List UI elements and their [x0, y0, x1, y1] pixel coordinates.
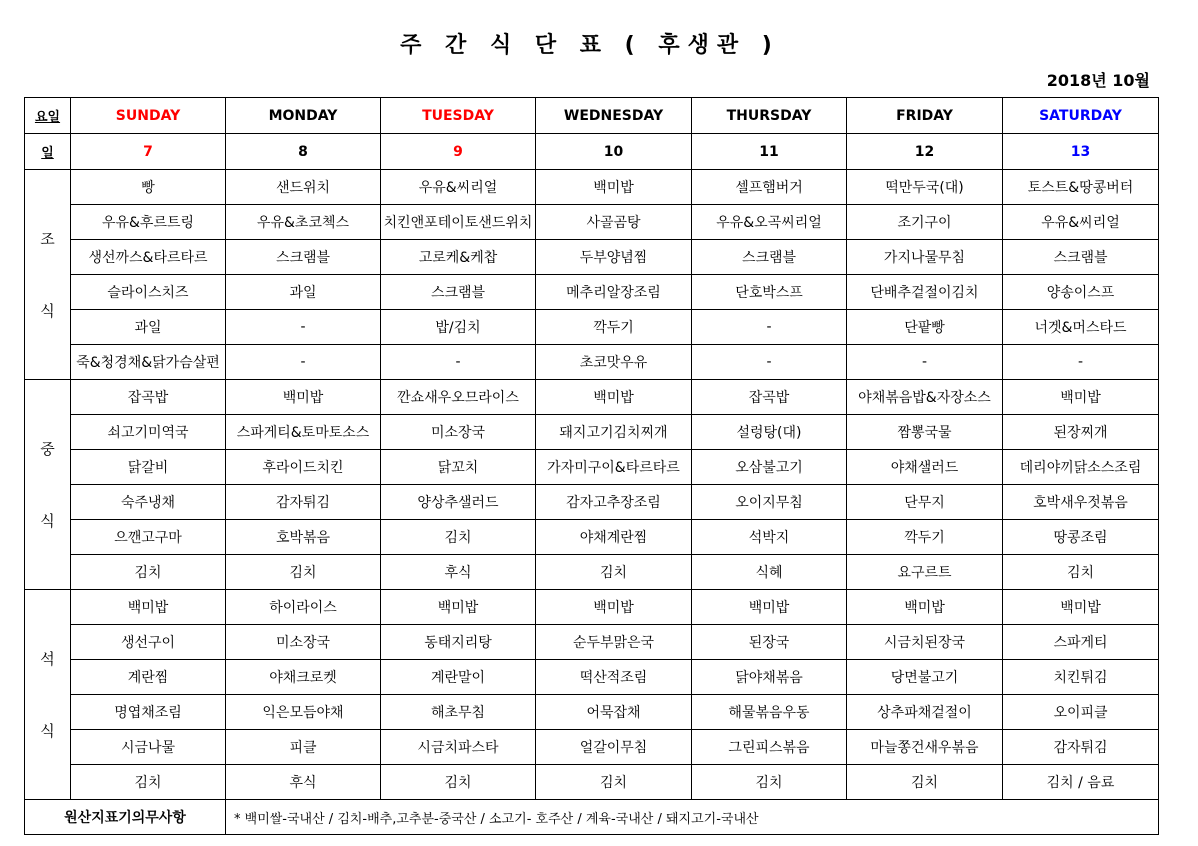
menu-item: 깍두기: [847, 520, 1003, 555]
menu-item: 감자고추장조림: [536, 485, 692, 520]
menu-item: 생선구이: [71, 625, 226, 660]
menu-item: 순두부맑은국: [536, 625, 692, 660]
menu-item: 우유&씨리얼: [1003, 205, 1159, 240]
menu-item: -: [381, 345, 536, 380]
menu-item: -: [692, 310, 847, 345]
menu-item: 숙주냉채: [71, 485, 226, 520]
menu-item: 야채계란찜: [536, 520, 692, 555]
menu-item: 셀프햄버거: [692, 170, 847, 205]
menu-item: 명엽채조림: [71, 695, 226, 730]
menu-item: 감자튀김: [1003, 730, 1159, 765]
menu-item: 시금치된장국: [847, 625, 1003, 660]
menu-item: 과일: [226, 275, 381, 310]
lunch-row: [25, 485, 1159, 520]
menu-item: 계란찜: [71, 660, 226, 695]
menu-item: 가지나물무침: [847, 240, 1003, 275]
lunch-row: [25, 415, 1159, 450]
menu-item: 스크램블: [1003, 240, 1159, 275]
dinner-row: [25, 625, 1159, 660]
weekday-monday: MONDAY: [226, 98, 381, 134]
menu-item: 닭꼬치: [381, 450, 536, 485]
menu-item: 얼갈이무침: [536, 730, 692, 765]
menu-item: 시금나물: [71, 730, 226, 765]
menu-item: 백미밥: [1003, 380, 1159, 415]
menu-item: 백미밥: [71, 590, 226, 625]
menu-item: 깐쇼새우오므라이스: [381, 380, 536, 415]
menu-item: 우유&후르트링: [71, 205, 226, 240]
menu-item: 스크램블: [692, 240, 847, 275]
menu-item: 그린피스볶음: [692, 730, 847, 765]
menu-item: 떡산적조림: [536, 660, 692, 695]
menu-item: 스크램블: [381, 275, 536, 310]
menu-item: 요구르트: [847, 555, 1003, 590]
menu-item: -: [226, 310, 381, 345]
menu-item: 시금치파스타: [381, 730, 536, 765]
menu-item: 미소장국: [381, 415, 536, 450]
menu-item: 김치: [692, 765, 847, 800]
weekday-tuesday: TUESDAY: [381, 98, 536, 134]
menu-item: 야채샐러드: [847, 450, 1003, 485]
weekday-wednesday: WEDNESDAY: [536, 98, 692, 134]
menu-item: -: [1003, 345, 1159, 380]
menu-item: 식혜: [692, 555, 847, 590]
menu-item: 마늘쫑건새우볶음: [847, 730, 1003, 765]
menu-item: 빵: [71, 170, 226, 205]
menu-item: 잡곡밥: [71, 380, 226, 415]
origin-label: 원산지표기의무사항: [25, 800, 226, 835]
menu-item: -: [692, 345, 847, 380]
menu-item: 스파게티&토마토소스: [226, 415, 381, 450]
menu-item: 치킨앤포테이토샌드위치: [381, 205, 536, 240]
menu-item: 후식: [381, 555, 536, 590]
lunch-row: [25, 555, 1159, 590]
breakfast-row: [25, 275, 1159, 310]
menu-item: 백미밥: [536, 170, 692, 205]
menu-item: 후식: [226, 765, 381, 800]
menu-item: 미소장국: [226, 625, 381, 660]
menu-item: 돼지고기김치찌개: [536, 415, 692, 450]
menu-item: 가자미구이&타르타르: [536, 450, 692, 485]
menu-item: 사골곰탕: [536, 205, 692, 240]
weekday-thursday: THURSDAY: [692, 98, 847, 134]
date-tuesday: 9: [381, 134, 536, 170]
menu-item: 후라이드치킨: [226, 450, 381, 485]
menu-item: 단배추겉절이김치: [847, 275, 1003, 310]
menu-item: 감자튀김: [226, 485, 381, 520]
weekly-menu-table: [24, 97, 1159, 835]
menu-item: 샌드위치: [226, 170, 381, 205]
menu-item: 야채크로켓: [226, 660, 381, 695]
menu-item: 계란말이: [381, 660, 536, 695]
menu-item: -: [226, 345, 381, 380]
menu-item: 김치: [71, 555, 226, 590]
menu-item: 양상추샐러드: [381, 485, 536, 520]
menu-item: 닭야채볶음: [692, 660, 847, 695]
weekday-friday: FRIDAY: [847, 98, 1003, 134]
menu-item: 고로케&케찹: [381, 240, 536, 275]
weekday-sunday: SUNDAY: [71, 98, 226, 134]
menu-item: 김치: [536, 555, 692, 590]
menu-date: 2018년 10월: [1046, 71, 1150, 90]
menu-item: 떡만두국(대): [847, 170, 1003, 205]
menu-item: 토스트&땅콩버터: [1003, 170, 1159, 205]
menu-item: 백미밥: [1003, 590, 1159, 625]
menu-item: 된장찌개: [1003, 415, 1159, 450]
dinner-row: [25, 695, 1159, 730]
day-label: 요일: [25, 98, 71, 134]
menu-item: 오삼불고기: [692, 450, 847, 485]
menu-item: 데리야끼닭소스조림: [1003, 450, 1159, 485]
menu-item: 설렁탕(대): [692, 415, 847, 450]
menu-item: 피클: [226, 730, 381, 765]
menu-item: 두부양념찜: [536, 240, 692, 275]
menu-item: 해물볶음우동: [692, 695, 847, 730]
date-thursday: 11: [692, 134, 847, 170]
menu-item: 스파게티: [1003, 625, 1159, 660]
menu-item: 우유&오곡씨리얼: [692, 205, 847, 240]
menu-item: 백미밥: [381, 590, 536, 625]
menu-item: 석박지: [692, 520, 847, 555]
breakfast-row: [25, 240, 1159, 275]
menu-item: 스크램블: [226, 240, 381, 275]
menu-item: 우유&초코첵스: [226, 205, 381, 240]
menu-item: 김치: [1003, 555, 1159, 590]
menu-item: 메추리알장조림: [536, 275, 692, 310]
menu-item: 양송이스프: [1003, 275, 1159, 310]
menu-item: 김치 / 음료: [1003, 765, 1159, 800]
date-sunday: 7: [71, 134, 226, 170]
lunch-row: [25, 520, 1159, 555]
menu-item: 백미밥: [847, 590, 1003, 625]
breakfast-row: [25, 310, 1159, 345]
menu-item: 어묵잡채: [536, 695, 692, 730]
dinner-row: [25, 660, 1159, 695]
menu-item: 동태지리탕: [381, 625, 536, 660]
menu-item: 깍두기: [536, 310, 692, 345]
date-friday: 12: [847, 134, 1003, 170]
menu-item: -: [847, 345, 1003, 380]
menu-item: 오이지무침: [692, 485, 847, 520]
menu-item: 단무지: [847, 485, 1003, 520]
origin-text: * 백미쌀-국내산 / 김치-배추,고추분-중국산 / 소고기- 호주산 / 계육-국내산 / 돼지고기-국내산: [226, 800, 1159, 835]
menu-item: 조기구이: [847, 205, 1003, 240]
menu-item: 너겟&머스타드: [1003, 310, 1159, 345]
lunch-label: [25, 380, 71, 590]
menu-item: 밥/김치: [381, 310, 536, 345]
menu-item: 초코맛우유: [536, 345, 692, 380]
origin-footer-row: [25, 800, 1159, 835]
menu-item: 백미밥: [226, 380, 381, 415]
breakfast-row: [25, 170, 1159, 205]
lunch-label-text: 중 식: [40, 439, 55, 530]
menu-item: 야채볶음밥&자장소스: [847, 380, 1003, 415]
menu-item: 백미밥: [536, 590, 692, 625]
weekday-saturday: SATURDAY: [1003, 98, 1159, 134]
menu-item: 우유&씨리얼: [381, 170, 536, 205]
menu-item: 생선까스&타르타르: [71, 240, 226, 275]
menu-item: 과일: [71, 310, 226, 345]
menu-item: 익은모듬야채: [226, 695, 381, 730]
menu-item: 당면불고기: [847, 660, 1003, 695]
breakfast-label-text: 조 식: [40, 229, 55, 320]
menu-item: 단팥빵: [847, 310, 1003, 345]
date-monday: 8: [226, 134, 381, 170]
menu-item: 단호박스프: [692, 275, 847, 310]
menu-item: 쇠고기미역국: [71, 415, 226, 450]
menu-item: 백미밥: [692, 590, 847, 625]
lunch-row: [25, 380, 1159, 415]
dinner-label: [25, 590, 71, 800]
menu-item: 상추파채겉절이: [847, 695, 1003, 730]
menu-item: 으깬고구마: [71, 520, 226, 555]
dinner-row: [25, 590, 1159, 625]
menu-item: 짬뽕국물: [847, 415, 1003, 450]
menu-item: 잡곡밥: [692, 380, 847, 415]
menu-item: 하이라이스: [226, 590, 381, 625]
menu-item: 김치: [381, 765, 536, 800]
breakfast-label: [25, 170, 71, 380]
menu-item: 김치: [847, 765, 1003, 800]
dinner-row: [25, 765, 1159, 800]
date-wednesday: 10: [536, 134, 692, 170]
menu-item: 김치: [536, 765, 692, 800]
menu-item: 슬라이스치즈: [71, 275, 226, 310]
dinner-label-text: 석 식: [40, 649, 55, 740]
breakfast-row: [25, 345, 1159, 380]
dinner-row: [25, 730, 1159, 765]
menu-item: 오이피클: [1003, 695, 1159, 730]
breakfast-row: [25, 205, 1159, 240]
menu-item: 된장국: [692, 625, 847, 660]
date-label: 일: [25, 134, 71, 170]
menu-item: 백미밥: [536, 380, 692, 415]
weekday-header-row: [25, 98, 1159, 134]
menu-item: 죽&청경채&닭가슴살편: [71, 345, 226, 380]
menu-item: 해초무침: [381, 695, 536, 730]
lunch-row: [25, 450, 1159, 485]
menu-item: 닭갈비: [71, 450, 226, 485]
menu-item: 김치: [381, 520, 536, 555]
menu-item: 김치: [71, 765, 226, 800]
menu-item: 김치: [226, 555, 381, 590]
menu-item: 땅콩조림: [1003, 520, 1159, 555]
date-header-row: [25, 134, 1159, 170]
date-saturday: 13: [1003, 134, 1159, 170]
menu-item: 호박새우젓볶음: [1003, 485, 1159, 520]
menu-item: 치킨튀김: [1003, 660, 1159, 695]
menu-item: 호박볶음: [226, 520, 381, 555]
page-title: 주 간 식 단 표 ( 후생관 ): [400, 33, 780, 58]
